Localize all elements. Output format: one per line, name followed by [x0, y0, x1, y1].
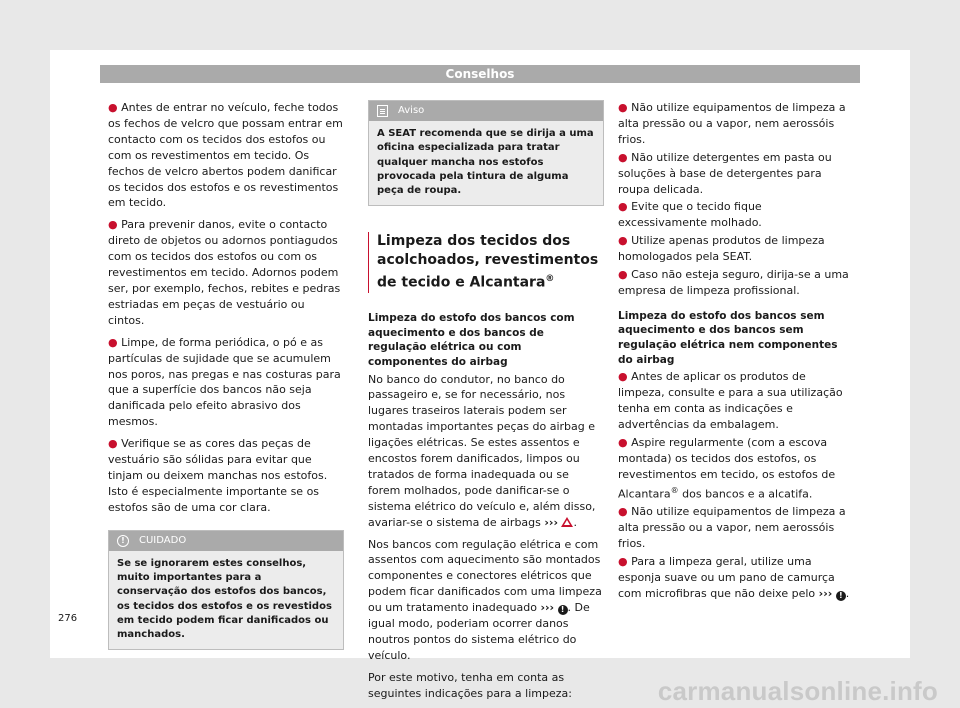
bullet-icon: ●	[618, 101, 628, 114]
list-item: ● Antes de aplicar os produtos de limpeza, consulte e para a sua utilização tenha em conta as indicações e advertências da embalagem.	[618, 370, 843, 431]
bullet-icon: ●	[108, 218, 118, 232]
section-title: Limpeza dos tecidos dos acolchoados, revestimentos de tecido e Alcantara®	[368, 232, 604, 293]
list-item: ● Não utilize equipamentos de limpeza a alta pressão ou a vapor, nem aerossóis frios.	[618, 101, 846, 146]
list-item: ● Limpe, de forma periódica, o pó e as partículas de sujidade que se acumulem nos poros, nas pregas e nas costuras para que a superfície dos bancos não seja danificada pelo efeito abrasivo dos mesmos.	[108, 335, 341, 429]
list-item: ● Verifique se as cores das peças de vestuário são sólidas para evitar que tinjam ou deixem manchas nos estofos. Isto é especialmente importante se os estofos são de uma cor clara.	[108, 437, 328, 514]
caution-text: Se se ignorarem estes conselhos, muito importantes para a conservação dos estofos dos bancos, os tecidos dos estofos e os revestidos em tecido podem ficar danificados ou manchados.	[117, 557, 332, 641]
cross-reference-arrows: ›››	[818, 586, 833, 600]
column-middle	[368, 100, 604, 708]
subheading: Limpeza do estofo dos bancos sem aquecimento e dos bancos sem regulação elétrica nem componentes do airbag	[618, 309, 838, 366]
paragraph: Por este motivo, tenha em conta as seguintes indicações para a limpeza:	[368, 670, 572, 700]
bullet-icon: ●	[108, 437, 118, 451]
info-circle-icon: !	[558, 605, 568, 615]
notice-header: Aviso	[369, 101, 603, 121]
note-icon	[377, 105, 388, 117]
list-item: ● Caso não esteja seguro, dirija-se a uma empresa de limpeza profissional.	[618, 268, 849, 297]
bullet-icon: ●	[618, 505, 628, 519]
bullet-icon: ●	[108, 335, 118, 349]
list-item: ● Não utilize detergentes em pasta ou soluções à base de detergentes para roupa delicada.	[618, 150, 832, 196]
notice-text: A SEAT recomenda que se dirija a uma oficina especializada para tratar qualquer mancha nos estofos provocada pela tintura de alguma peça de roupa.	[377, 128, 594, 197]
paragraph: Nos bancos com regulação elétrica e com assentos com aquecimento são montados componentes e conectores elétricos que podem ficar danificados com uma limpeza ou um tratamento inadequado ››› ! . De igual modo, poderiam ocorrer danos noutros pontos do sistema elétrico do veículo.	[368, 537, 602, 662]
list-item: ● Evite que o tecido fique excessivamente molhado.	[618, 200, 762, 230]
list-item: ● Aspire regularmente (com a escova montada) os tecidos dos estofos, os revestimentos em tecido, os estofos de Alcantara® dos bancos e a alcatifa.	[618, 435, 836, 501]
caution-box	[108, 530, 344, 651]
bullet-icon: ●	[108, 101, 118, 114]
paragraph: No banco do condutor, no banco do passageiro e, se for necessário, nos lugares traseiros laterais podem ser montadas importantes peças do airbag e ligações elétricas. Se estes assentos e encostos forem danificados, limpos ou tratados de forma inadequada ou se forem molhados, pode danificar-se o sistema elétrico do veículo e, além disso, avariar-se o sistema de airbags ››› .	[368, 372, 596, 529]
bullet-icon: ●	[618, 554, 628, 568]
cross-reference-arrows: ›››	[544, 515, 558, 529]
bullet-icon: ●	[618, 435, 628, 449]
bullet-icon: ●	[618, 370, 628, 384]
caution-header: ! CUIDADO	[109, 531, 343, 551]
list-item: ● Não utilize equipamentos de limpeza a alta pressão ou a vapor, nem aerossóis frios.	[618, 505, 846, 550]
page-header: Conselhos	[100, 65, 860, 83]
cross-reference-arrows: ›››	[540, 601, 555, 615]
caution-icon: !	[117, 535, 129, 547]
notice-box	[368, 100, 604, 206]
bullet-icon: ●	[618, 150, 628, 164]
list-item: ● Para a limpeza geral, utilize uma esponja suave ou um pano de camurça com microfibras que não deixe pelo ››› ! .	[618, 554, 850, 600]
subheading: Limpeza do estofo dos bancos com aquecimento e dos bancos de regulação elétrica ou com componentes do airbag	[368, 312, 575, 368]
bullet-icon: ●	[618, 200, 628, 214]
watermark: carmanualsonline.info	[657, 676, 938, 706]
info-circle-icon: !	[836, 591, 846, 601]
bullet-icon: ●	[618, 234, 628, 248]
list-item: ● Para prevenir danos, evite o contacto direto de objetos ou adornos pontiagudos com os tecidos dos estofos ou com os revestimentos em tecido. Adornos podem ser, por exemplo, fechos, rebites e pedras estriadas em peças de vestuário ou cintos.	[108, 218, 341, 327]
column-left	[108, 100, 344, 650]
page-number: 276	[58, 613, 78, 624]
bullet-icon: ●	[618, 268, 628, 282]
list-item: ● Antes de entrar no veículo, feche todos os fechos de velcro que possam entrar em contacto com os tecidos dos estofos ou com os revestimentos em tecido. Os fechos de velcro abertos podem danificar os tecidos dos estofos e os revestimentos em tecido.	[108, 101, 343, 210]
column-right	[618, 100, 854, 604]
warning-triangle-icon	[561, 517, 573, 527]
list-item: ● Utilize apenas produtos de limpeza homologados pela SEAT.	[618, 234, 825, 264]
